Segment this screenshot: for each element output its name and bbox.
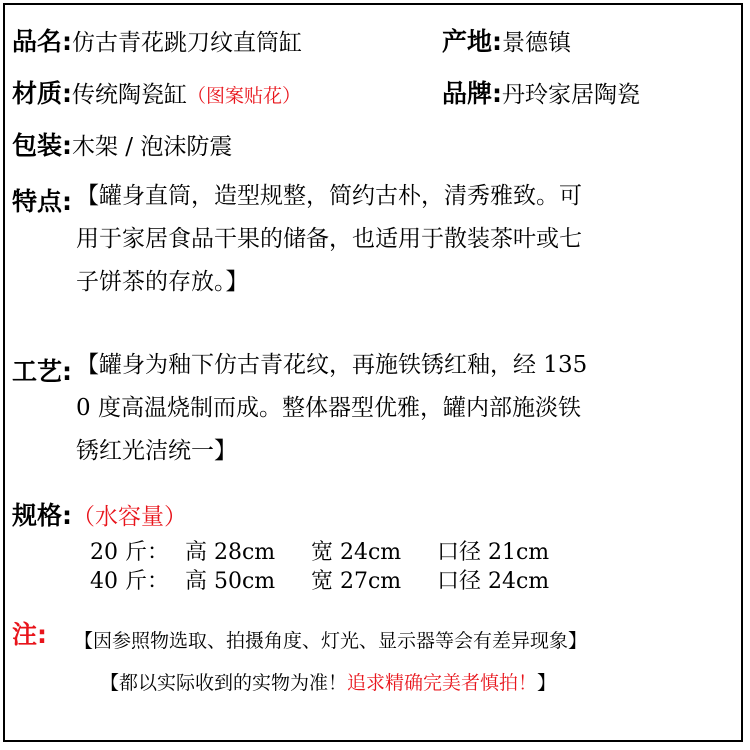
brand-row: [442, 74, 640, 110]
notice-line-2-red: 追求精确完美者慎拍！: [347, 672, 538, 694]
material-row: [12, 74, 301, 110]
spec-mouth: 口径 24cm: [437, 569, 550, 594]
name-value: 仿古青花跳刀纹直筒缸: [72, 30, 302, 56]
notice-label-text: 注:: [12, 620, 47, 649]
features-text: [76, 175, 582, 304]
origin-value: 景德镇: [502, 30, 571, 56]
packaging-label: 包装:: [12, 131, 72, 160]
spec-size: 40 斤：: [90, 569, 169, 594]
craft-line: 0 度高温烧制而成。整体器型优雅，罐内部施淡铁: [76, 395, 581, 421]
spec-mouth: 口径 21cm: [437, 540, 550, 565]
notice-label: [12, 615, 47, 651]
material-value: 传统陶瓷缸: [72, 82, 187, 108]
craft-line: 【罐身为釉下仿古青花纹，再施铁锈红釉，经 135: [76, 352, 588, 378]
origin-row: [442, 22, 571, 58]
spec-height: 高 50cm: [185, 569, 276, 594]
packaging-row: [12, 126, 232, 162]
name-label: 品名:: [12, 27, 72, 56]
notice-line-1-text: 【因参照物选取、拍摄角度、灯光、显示器等会有差异现象】: [74, 630, 588, 652]
spec-height: 高 28cm: [185, 540, 276, 565]
notice-line-2-end: 】: [537, 672, 557, 694]
spec-width: 宽 27cm: [311, 569, 402, 594]
notice-line-1: [74, 626, 587, 653]
features-line: 用于家居食品干果的储备，也适用于散装茶叶或七: [76, 226, 582, 252]
origin-label: 产地:: [442, 27, 502, 56]
material-label: 材质:: [12, 79, 72, 108]
name-row: [12, 22, 302, 58]
craft-text: [76, 344, 587, 473]
spec-size: 20 斤：: [90, 540, 169, 565]
spec-note: （水容量）: [72, 504, 187, 530]
notice-line-2-black: 【都以实际收到的实物为准！: [100, 672, 348, 694]
features-line: 子饼茶的存放。】: [76, 269, 249, 295]
features-label: [12, 182, 72, 218]
spec-line: [90, 564, 549, 595]
features-line: 【罐身直筒，造型规整，简约古朴，清秀雅致。可: [76, 183, 582, 209]
material-note: （图案贴花）: [187, 85, 302, 107]
notice-line-2: [100, 668, 556, 695]
craft-label: [12, 352, 72, 388]
spec-row: [12, 496, 187, 532]
brand-label: 品牌:: [442, 79, 502, 108]
brand-value: 丹玲家居陶瓷: [502, 82, 640, 108]
packaging-value: 木架 / 泡沫防震: [72, 134, 233, 160]
spec-width: 宽 24cm: [311, 540, 402, 565]
spec-label: 规格:: [12, 501, 72, 530]
spec-line: [90, 535, 549, 566]
features-label-text: 特点:: [12, 187, 72, 216]
craft-line: 锈红光洁统一】: [76, 438, 237, 464]
craft-label-text: 工艺:: [12, 357, 72, 386]
